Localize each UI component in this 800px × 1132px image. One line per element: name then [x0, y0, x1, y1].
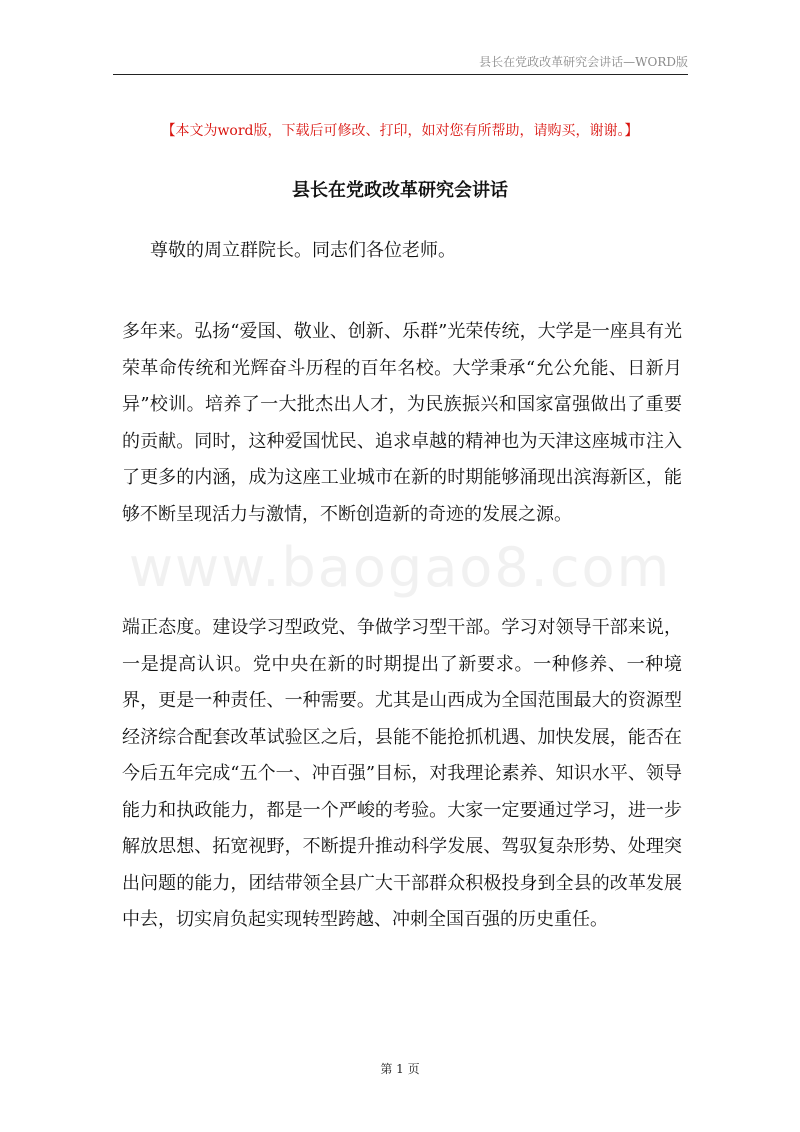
header-divider	[113, 74, 688, 75]
running-header: 县长在党政改革研究会讲话—WORD版	[479, 55, 688, 69]
page-number: 第 1 页	[380, 1062, 420, 1076]
download-notice: 【本文为word版，下载后可修改、打印，如对您有所帮助，请购买，谢谢。】	[161, 123, 639, 139]
document-title: 县长在党政改革研究会讲话	[292, 180, 508, 201]
paragraph-2: 端正态度。建设学习型政党、争做学习型干部。学习对领导干部来说，一是提高认识。党中央在新的时期提出了新要求。一种修养、一种境界，更是一种责任、一种需要。尤其是山西成为全国范围最大的资源型经济综合配套改革试验区之后，县能不能抢抓机遇、加快发展，能否在今后五年完成“五个一、冲百强”目标，对我理论素养、知识水平、领导能力和执政能力，都是一个严峻的考验。大家一定要通过学习，进一步解放思想、拓宽视野，不断提升推动科学发展、驾驭复杂形势、处理突出问题的能力，团结带领全县广大干部群众积极投身到全县的改革发展中去，切实肩负起实现转型跨越、冲刺全国百强的历史重任。	[122, 617, 682, 930]
watermark: www.baogao8.com	[128, 536, 672, 599]
greeting-line: 尊敬的周立群院长。同志们各位老师。	[150, 240, 456, 261]
paragraph-1: 多年来。弘扬“爱国、敬业、创新、乐群”光荣传统，大学是一座具有光荣革命传统和光辉奋斗历程的百年名校。大学秉承“允公允能、日新月异”校训。培养了一大批杰出人才，为民族振兴和国家富强做出了重要的贡献。同时，这种爱国忧民、追求卓越的精神也为天津这座城市注入了更多的内涵，成为这座工业城市在新的时期能够涌现出滨海新区，能够不断呈现活力与激情，不断创造新的奇迹的发展之源。	[122, 321, 682, 525]
